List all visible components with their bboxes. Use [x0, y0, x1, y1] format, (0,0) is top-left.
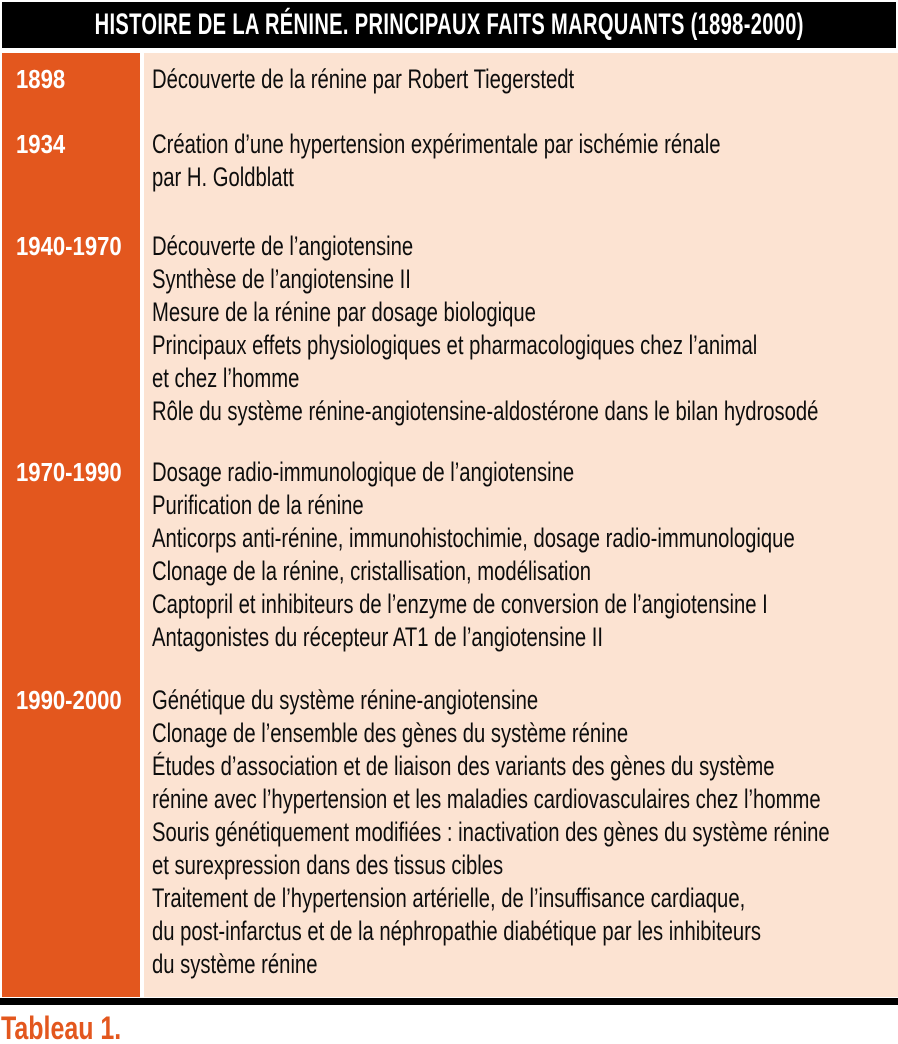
- period-cell: [2, 53, 140, 128]
- event-line: du système rénine: [152, 949, 318, 979]
- event-line: Découverte de la rénine par Robert Tiegerstedt: [152, 64, 575, 94]
- event-line: par H. Goldblatt: [152, 162, 294, 192]
- event-line: Découverte de l’angiotensine: [152, 231, 414, 261]
- period-label: 1934: [16, 129, 66, 159]
- table-row-1940-1970: [2, 230, 898, 456]
- table-row-1970-1990: [2, 456, 898, 684]
- period-label: 1970-1990: [16, 457, 122, 487]
- table-row-1934: [2, 128, 898, 230]
- period-cell: [2, 456, 140, 684]
- table-title: HISTOIRE DE LA RÉNINE. PRINCIPAUX FAITS MARQUANTS (1898-2000): [94, 8, 804, 41]
- event-line: Rôle du système rénine-angiotensine-aldostérone dans le bilan hydrosodé: [152, 396, 819, 426]
- event-line: Captopril et inhibiteurs de l’enzyme de conversion de l’angiotensine I: [152, 589, 768, 619]
- events-cell: [144, 128, 898, 230]
- event-line: Purification de la rénine: [152, 490, 364, 520]
- event-line: rénine avec l’hypertension et les maladies cardiovasculaires chez l’homme: [152, 784, 821, 814]
- event-line: Dosage radio-immunologique de l’angiotensine: [152, 457, 575, 487]
- event-line: Création d’une hypertension expérimentale par ischémie rénale: [152, 129, 721, 159]
- event-line: Anticorps anti-rénine, immunohistochimie, dosage radio-immunologique: [152, 523, 795, 553]
- caption-text: Tableau 1.: [1, 1010, 122, 1044]
- event-line: Antagonistes du récepteur AT1 de l’angiotensine II: [152, 622, 604, 652]
- event-line: Études d’association et de liaison des variants des gènes du système: [152, 751, 775, 781]
- events-cell: [144, 230, 898, 456]
- renin-history-table: [2, 53, 898, 997]
- table-caption: [0, 1012, 898, 1044]
- table-row-1990-2000: [2, 684, 898, 997]
- event-line: Génétique du système rénine-angiotensine: [152, 685, 539, 715]
- table-row-1898: [2, 53, 898, 128]
- event-line: Souris génétiquement modifiées : inactivation des gènes du système rénine: [152, 817, 830, 847]
- event-line: Synthèse de l’angiotensine II: [152, 264, 411, 294]
- events-cell: [144, 53, 898, 128]
- period-cell: [2, 230, 140, 456]
- event-line: Clonage de l’ensemble des gènes du système rénine: [152, 718, 629, 748]
- event-line: et surexpression dans des tissus cibles: [152, 850, 504, 880]
- events-cell: [144, 456, 898, 684]
- period-label: 1898: [16, 64, 66, 94]
- table-header: [2, 2, 896, 48]
- event-line: Principaux effets physiologiques et pharmacologiques chez l’animal: [152, 330, 758, 360]
- period-label: 1990-2000: [16, 685, 122, 715]
- event-line: et chez l’homme: [152, 363, 300, 393]
- event-line: Clonage de la rénine, cristallisation, modélisation: [152, 556, 591, 586]
- period-label: 1940-1970: [16, 231, 122, 261]
- bottom-rule: [0, 998, 898, 1005]
- event-line: du post-infarctus et de la néphropathie diabétique par les inhibiteurs: [152, 916, 762, 946]
- events-cell: [144, 684, 898, 997]
- period-cell: [2, 128, 140, 230]
- period-cell: [2, 684, 140, 997]
- event-line: Traitement de l’hypertension artérielle, de l’insuffisance cardiaque,: [152, 883, 746, 913]
- event-line: Mesure de la rénine par dosage biologique: [152, 297, 536, 327]
